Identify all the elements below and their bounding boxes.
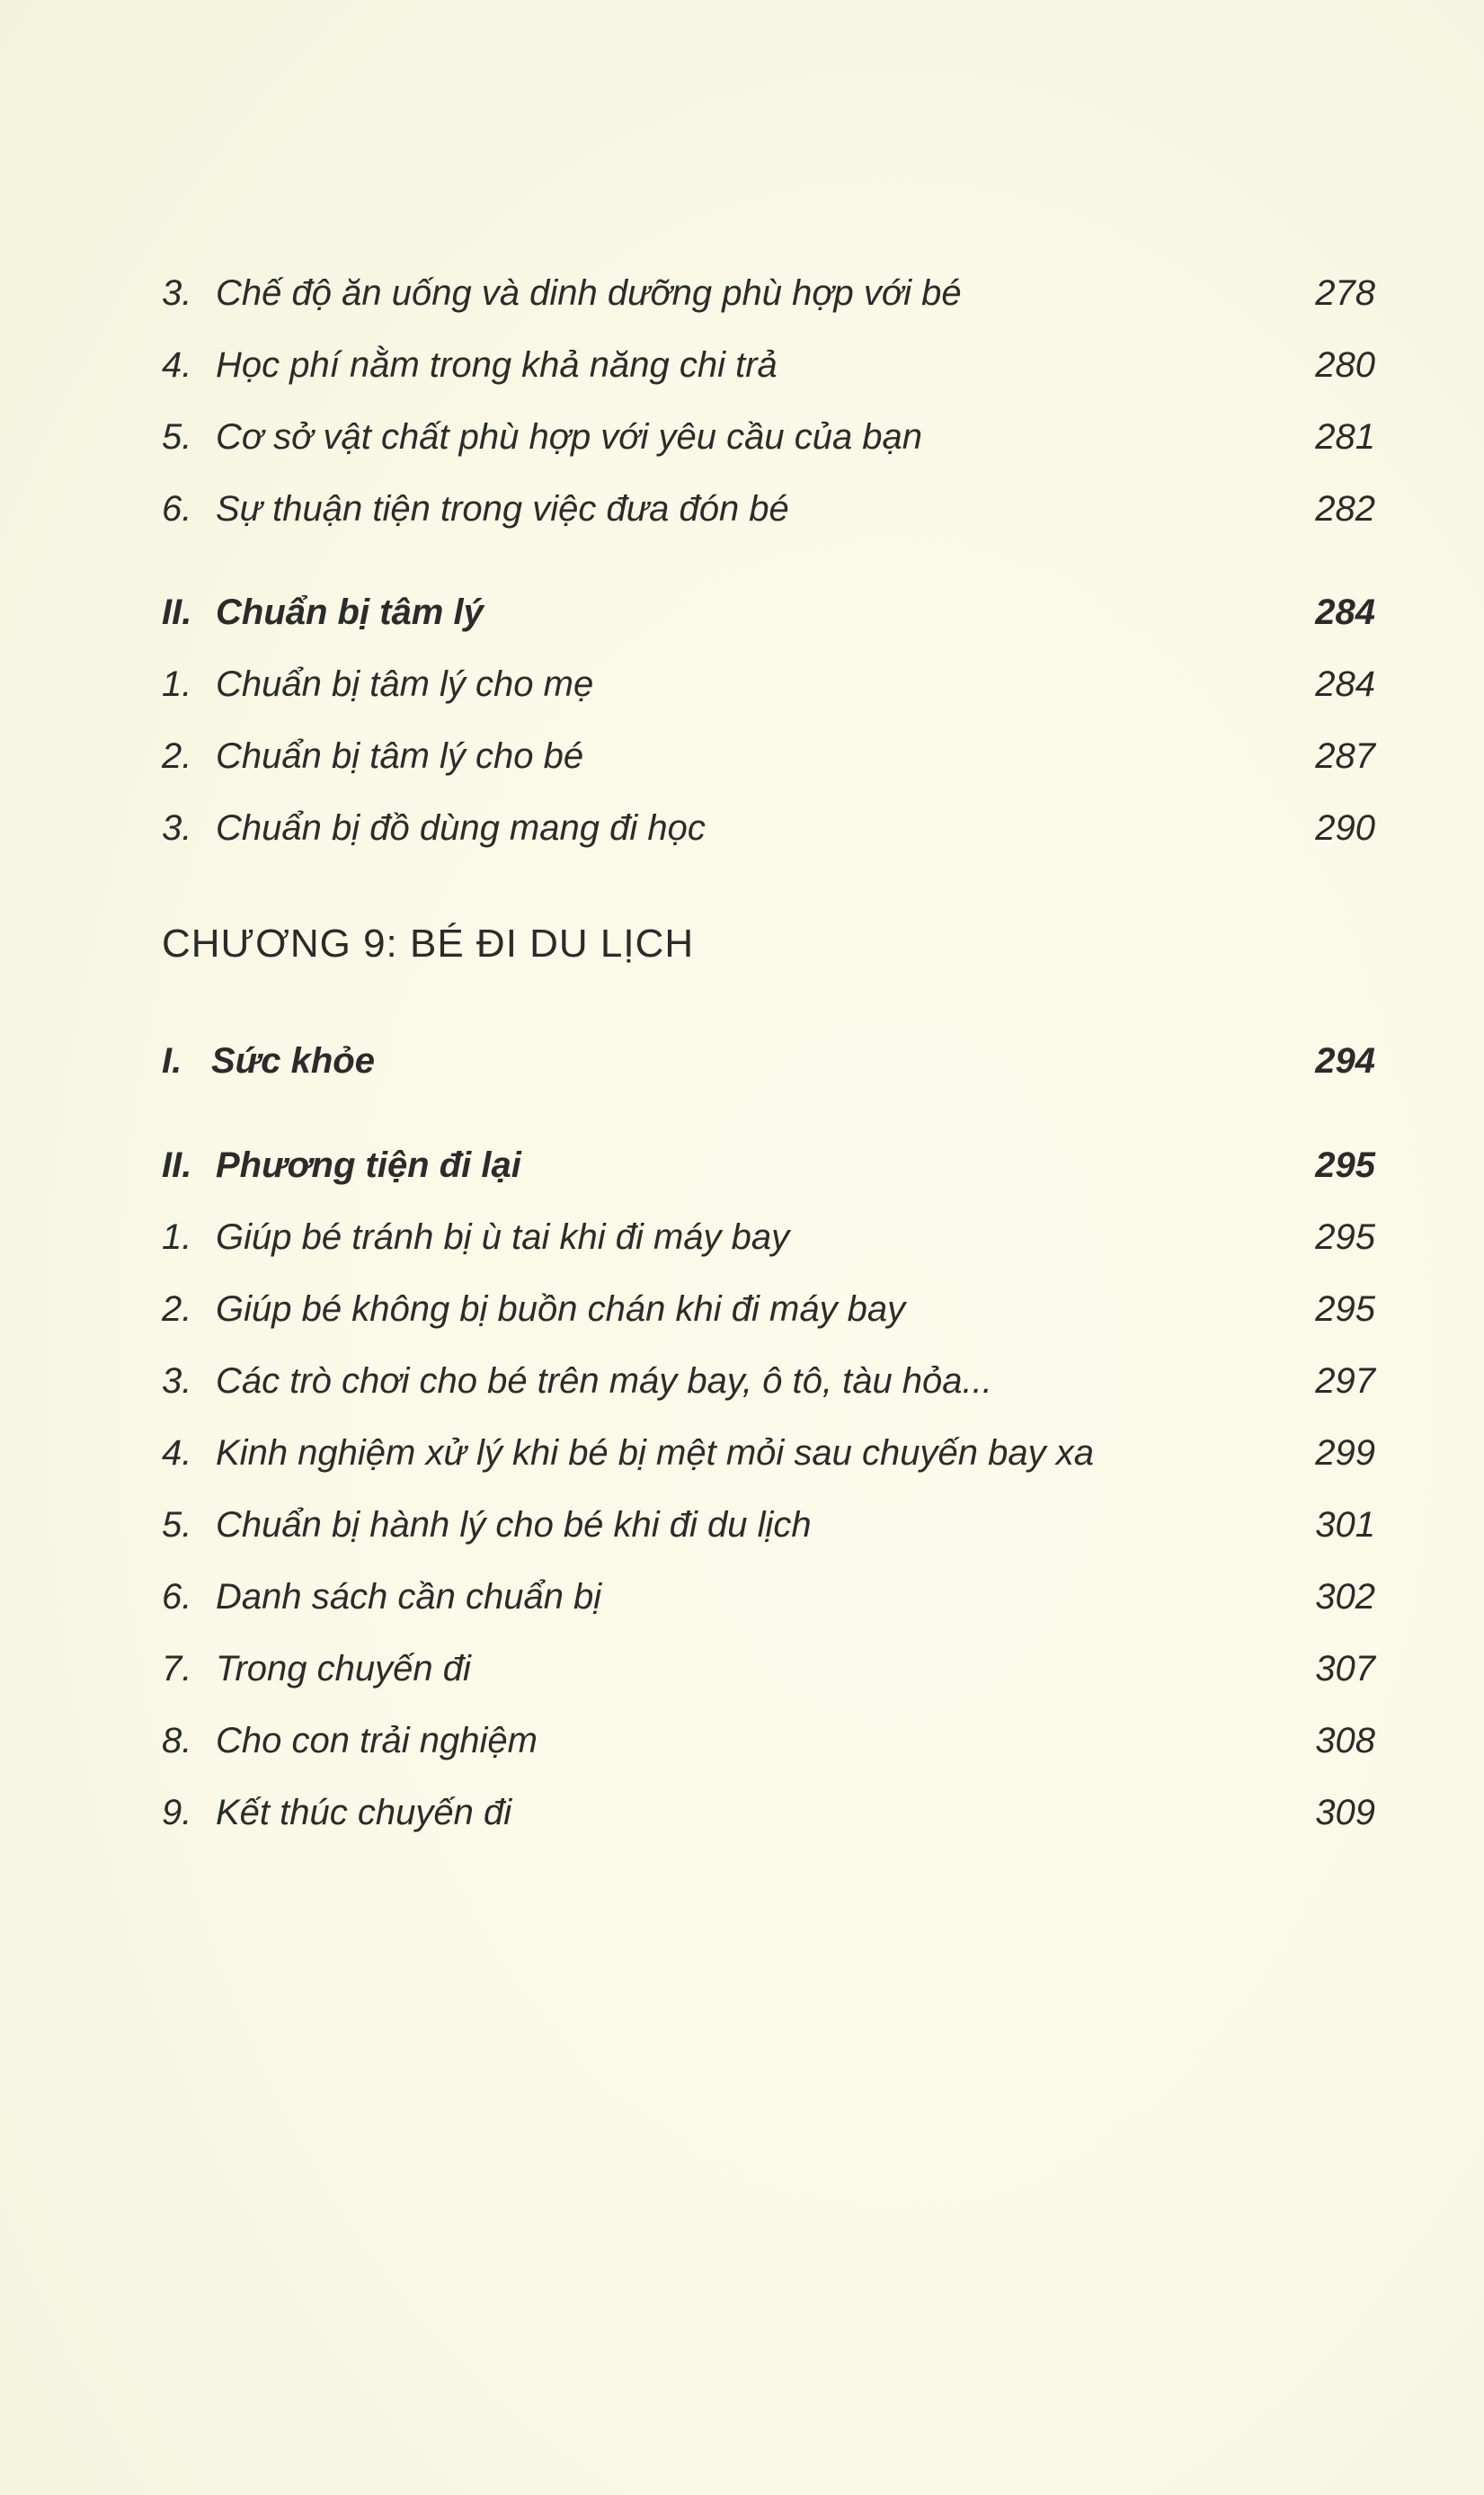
entry-page-number: 297: [1315, 1361, 1375, 1401]
toc-section-heading: [162, 585, 1375, 639]
section-title: Phương tiện đi lại: [216, 1145, 521, 1185]
entry-page-number: 302: [1315, 1577, 1375, 1617]
entry-page-number: 309: [1315, 1793, 1375, 1832]
entry-number: 3.: [162, 273, 192, 313]
entry-title: Chuẩn bị đồ dùng mang đi học: [216, 808, 706, 848]
toc-entry: [162, 1570, 1375, 1624]
entry-title: Chuẩn bị tâm lý cho mẹ: [216, 664, 594, 704]
toc-section-heading: [162, 1034, 1375, 1088]
entry-title: Danh sách cần chuẩn bị: [216, 1577, 602, 1617]
entry-page-number: 278: [1315, 273, 1375, 313]
entry-title: Chuẩn bị hành lý cho bé khi đi du lịch: [216, 1505, 812, 1545]
toc-entry: [162, 1354, 1375, 1408]
entry-number: 4.: [162, 1433, 192, 1473]
entry-number: 9.: [162, 1793, 192, 1832]
entry-title: Kết thúc chuyến đi: [216, 1793, 512, 1832]
toc-section-heading: [162, 1138, 1375, 1192]
entry-page-number: 308: [1315, 1721, 1375, 1760]
entry-number: 6.: [162, 1577, 192, 1617]
entry-page-number: 287: [1315, 736, 1375, 776]
entry-title: Cho con trải nghiệm: [216, 1721, 538, 1760]
toc-entry: [162, 1426, 1375, 1480]
section-number: II.: [162, 593, 192, 632]
entry-title: Giúp bé không bị buồn chán khi đi máy bay: [216, 1289, 906, 1329]
entry-page-number: 282: [1315, 489, 1375, 529]
entry-title: Giúp bé tránh bị ù tai khi đi máy bay: [216, 1217, 790, 1257]
entry-page-number: 281: [1315, 417, 1375, 457]
toc-entry: [162, 1786, 1375, 1840]
toc-entry: [162, 729, 1375, 783]
entry-title: Học phí nằm trong khả năng chi trả: [216, 345, 778, 385]
entry-page-number: 280: [1315, 345, 1375, 385]
section-page-number: 295: [1315, 1145, 1375, 1185]
entry-page-number: 299: [1315, 1433, 1375, 1473]
entry-number: 5.: [162, 417, 192, 457]
entry-title: Chuẩn bị tâm lý cho bé: [216, 736, 584, 776]
toc-entry: [162, 1498, 1375, 1552]
entry-title: Các trò chơi cho bé trên máy bay, ô tô, tàu hỏa...: [216, 1361, 992, 1401]
toc-entry: [162, 1642, 1375, 1696]
entry-page-number: 284: [1315, 664, 1375, 704]
section-page-number: 294: [1315, 1041, 1375, 1081]
section-page-number: 284: [1315, 593, 1375, 632]
entry-title: Sự thuận tiện trong việc đưa đón bé: [216, 489, 789, 529]
toc-entry: [162, 1282, 1375, 1336]
entry-title: Trong chuyến đi: [216, 1649, 471, 1689]
entry-number: 5.: [162, 1505, 192, 1545]
section-title: Sức khỏe: [211, 1041, 375, 1081]
entry-number: 4.: [162, 345, 192, 385]
entry-number: 3.: [162, 808, 192, 848]
toc-entry: [162, 657, 1375, 711]
entry-title: Kinh nghiệm xử lý khi bé bị mệt mỏi sau chuyến bay xa: [216, 1433, 1094, 1473]
entry-number: 1.: [162, 664, 192, 704]
entry-page-number: 307: [1315, 1649, 1375, 1689]
section-number: I.: [162, 1041, 182, 1081]
section-number: II.: [162, 1145, 192, 1185]
toc-entry: [162, 1714, 1375, 1768]
toc-entry: [162, 482, 1375, 536]
entry-page-number: 295: [1315, 1217, 1375, 1257]
entry-page-number: 301: [1315, 1505, 1375, 1545]
entry-number: 2.: [162, 736, 192, 776]
entry-page-number: 295: [1315, 1289, 1375, 1329]
toc-entry: [162, 1210, 1375, 1264]
chapter-title: CHƯƠNG 9: BÉ ĐI DU LỊCH: [162, 922, 695, 966]
entry-page-number: 290: [1315, 808, 1375, 848]
entry-number: 1.: [162, 1217, 192, 1257]
toc-entry: [162, 410, 1375, 464]
entry-title: Cơ sở vật chất phù hợp với yêu cầu của bạn: [216, 417, 923, 457]
section-title: Chuẩn bị tâm lý: [216, 593, 484, 632]
entry-number: 7.: [162, 1649, 192, 1689]
toc-entry: [162, 338, 1375, 392]
entry-number: 8.: [162, 1721, 192, 1760]
entry-number: 6.: [162, 489, 192, 529]
toc-entry: [162, 801, 1375, 855]
entry-number: 2.: [162, 1289, 192, 1329]
toc-entry: [162, 266, 1375, 320]
entry-title: Chế độ ăn uống và dinh dưỡng phù hợp với bé: [216, 273, 962, 313]
entry-number: 3.: [162, 1361, 192, 1401]
